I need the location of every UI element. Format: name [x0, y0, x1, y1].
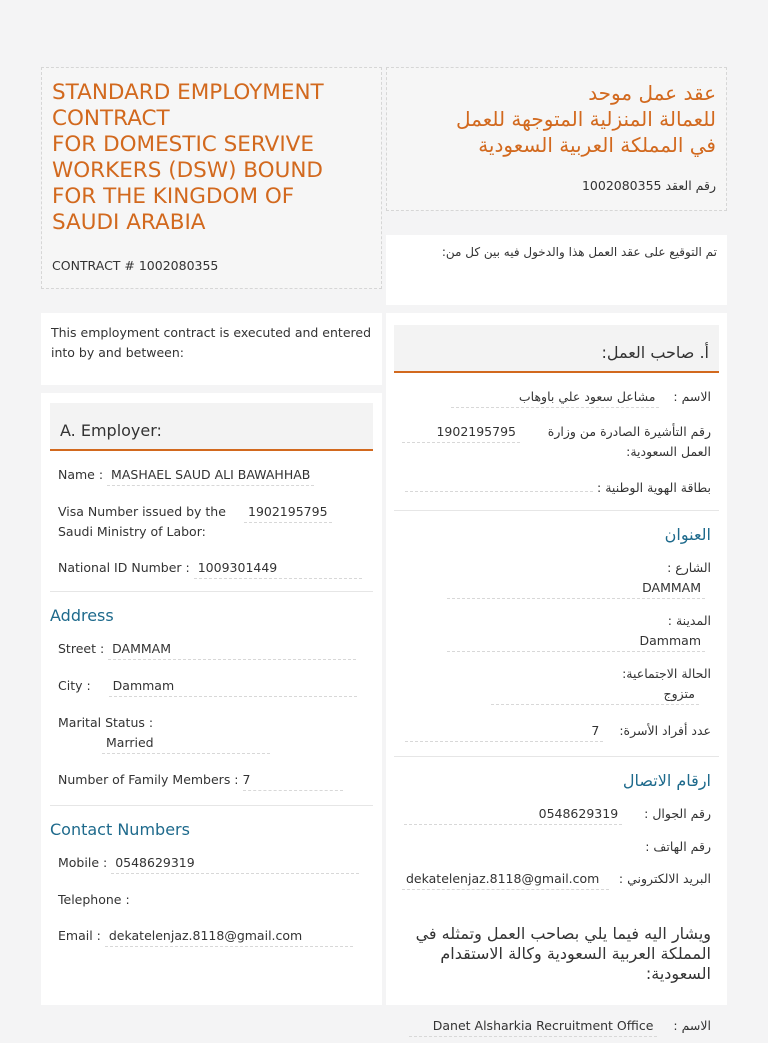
agency-name-row-ar: الاسم : Danet Alsharkia Recruitment Office: [394, 1010, 719, 1043]
street-value-ar: DAMMAM: [447, 578, 705, 599]
email-value-ar: dekatelenjaz.8118@gmail.com: [402, 869, 609, 890]
street-row-ar: الشارع : DAMMAM: [394, 552, 719, 605]
mobile-value: 0548629319: [111, 853, 359, 874]
contract-number-en: CONTRACT # 1002080355: [52, 258, 219, 273]
visa-number-row-ar: رقم التأشيرة الصادرة من وزارة العمل السعودية: 1902195795: [394, 416, 719, 468]
family-members-row: Number of Family Members : 7: [50, 764, 373, 797]
telephone-row-ar: رقم الهاتف :: [645, 839, 711, 854]
employer-name-row: Name : MASHAEL SAUD ALI BAWAHHAB: [50, 459, 373, 492]
contract-number-ar: رقم العقد 1002080355: [581, 178, 716, 193]
contact-heading-en: Contact Numbers: [50, 820, 190, 839]
employer-name-value: MASHAEL SAUD ALI BAWAHHAB: [107, 465, 314, 486]
agency-name-value-ar: Danet Alsharkia Recruitment Office: [409, 1016, 657, 1037]
employer-heading-ar: أ. صاحب العمل:: [394, 325, 719, 373]
represented-by-text-ar: ويشار اليه فيما يلي بصاحب العمل وتمثله في المملكة العربية السعودية وكالة الاستقدام السعودية:: [415, 924, 711, 983]
contract-title-en: STANDARD EMPLOYMENT CONTRACT FOR DOMESTIC SERVIVE WORKERS (DSW) BOUND FOR THE KINGDOM OF SAUDI ARABIA: [52, 80, 324, 235]
marital-status-row-ar: الحالة الاجتماعية: متزوج: [394, 658, 719, 711]
employer-name-row-ar: الاسم : مشاعل سعود علي باوهاب: [394, 381, 719, 414]
email-row-ar: البريد الالكتروني : dekatelenjaz.8118@gmail.com: [394, 863, 719, 896]
employer-name-value-ar: مشاعل سعود علي باوهاب: [451, 387, 659, 408]
mobile-row-ar: رقم الجوال : 0548629319: [394, 798, 719, 831]
divider: [50, 591, 373, 592]
national-id-row: National ID Number : 1009301449: [50, 552, 373, 585]
contact-heading-ar: ارقام الاتصال: [622, 771, 711, 790]
header-arabic: [386, 67, 727, 211]
intro-english: This employment contract is executed and entered into by and between:: [41, 313, 382, 385]
divider: [50, 805, 373, 806]
employer-heading-en: A. Employer:: [50, 403, 373, 451]
visa-number-row: Visa Number issued by the Saudi Ministry of Labor: 1902195795: [50, 496, 373, 548]
header-english: [41, 67, 382, 289]
national-id-value: 1009301449: [194, 558, 362, 579]
national-id-value-ar: [405, 491, 593, 492]
visa-number-value-ar: 1902195795: [402, 422, 520, 443]
street-value: DAMMAM: [108, 639, 356, 660]
email-row: Email : dekatelenjaz.8118@gmail.com: [50, 920, 373, 953]
national-id-row-ar: بطاقة الهوية الوطنية :: [394, 472, 719, 504]
employer-panel-en: [41, 393, 382, 1005]
family-members-value-ar: 7: [405, 721, 603, 742]
street-row: Street : DAMMAM: [50, 633, 373, 666]
city-value-ar: Dammam: [447, 631, 705, 652]
address-heading-ar: العنوان: [664, 525, 711, 544]
employer-panel-ar: [386, 313, 727, 1033]
city-row-ar: المدينة : Dammam: [394, 605, 719, 658]
contract-title-ar: عقد عمل موحد للعمالة المنزلية المتوجهة للعمل في المملكة العربية السعودية: [456, 81, 716, 157]
family-members-value: 7: [243, 770, 343, 791]
mobile-value-ar: 0548629319: [404, 804, 622, 825]
intro-arabic: تم التوقيع على عقد العمل هذا والدخول فيه بين كل من:: [386, 235, 727, 305]
address-heading-en: Address: [50, 606, 114, 625]
marital-status-row: Marital Status : Married: [50, 707, 373, 760]
divider: [394, 756, 719, 757]
email-value: dekatelenjaz.8118@gmail.com: [105, 926, 353, 947]
marital-status-value-ar: متزوج: [491, 684, 699, 705]
visa-number-value: 1902195795: [244, 502, 332, 523]
telephone-row: Telephone :: [58, 892, 130, 907]
city-value: Dammam: [109, 676, 357, 697]
divider: [394, 510, 719, 511]
city-row: City : Dammam: [50, 670, 373, 703]
mobile-row: Mobile : 0548629319: [50, 847, 373, 880]
family-members-row-ar: عدد أفراد الأسرة: 7: [394, 715, 719, 748]
marital-status-value: Married: [102, 733, 270, 754]
